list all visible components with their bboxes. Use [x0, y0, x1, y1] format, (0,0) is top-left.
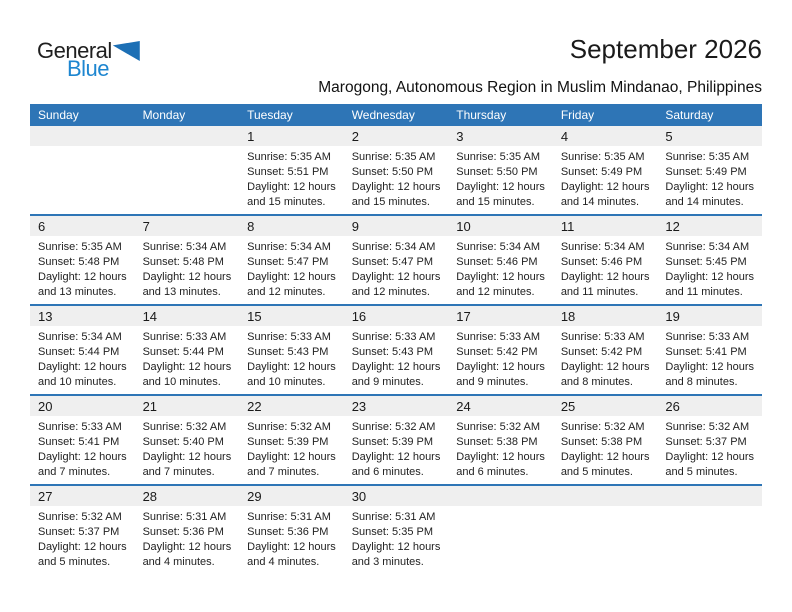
- sunrise-text: Sunrise: 5:31 AM: [351, 511, 436, 523]
- day-details: [239, 326, 343, 390]
- week-row: [30, 395, 762, 485]
- day-cell-empty: [657, 485, 762, 574]
- sunrise-text: Sunrise: 5:32 AM: [665, 421, 750, 433]
- calendar-table: [30, 104, 762, 574]
- sunset-text: Sunset: 5:37 PM: [665, 436, 747, 448]
- daylight-text: Daylight: 12 hours and 10 minutes.: [247, 361, 336, 388]
- daylight-text: Daylight: 12 hours and 15 minutes.: [456, 181, 545, 208]
- sunrise-text: Sunrise: 5:33 AM: [142, 331, 227, 343]
- week-row: [30, 126, 762, 215]
- day-number-strip: [657, 486, 762, 506]
- daylight-text: Daylight: 12 hours and 8 minutes.: [560, 361, 650, 388]
- sunset-text: Sunset: 5:36 PM: [142, 526, 224, 538]
- daylight-text: Daylight: 12 hours and 4 minutes.: [247, 541, 336, 568]
- day-details: [657, 236, 761, 300]
- sunrise-text: Sunrise: 5:35 AM: [247, 151, 331, 163]
- day-cell-19: [657, 305, 762, 395]
- sunset-text: Sunset: 5:41 PM: [665, 346, 747, 358]
- sunrise-text: Sunrise: 5:32 AM: [142, 421, 227, 433]
- day-details: [239, 146, 343, 210]
- day-cell-21: [135, 395, 240, 485]
- day-cell-6: [30, 215, 135, 305]
- sunrise-text: Sunrise: 5:34 AM: [247, 241, 331, 253]
- daylight-text: Daylight: 12 hours and 5 minutes.: [665, 451, 755, 478]
- day-number-strip: [657, 216, 762, 236]
- day-cell-13: [30, 305, 135, 395]
- day-number-strip: [239, 126, 344, 146]
- day-cell-14: [135, 305, 240, 395]
- day-number: 26: [665, 399, 680, 414]
- daylight-text: Daylight: 12 hours and 11 minutes.: [560, 271, 650, 298]
- weekday-header-row: [30, 104, 762, 126]
- day-number: 25: [560, 399, 576, 414]
- day-cell-empty: [30, 126, 135, 215]
- day-details: [135, 236, 239, 300]
- day-cell-11: [553, 215, 658, 305]
- sunrise-text: Sunrise: 5:33 AM: [560, 331, 645, 343]
- day-number-strip: [553, 216, 658, 236]
- day-cell-1: [239, 126, 344, 215]
- day-cell-23: [344, 395, 449, 485]
- day-number: 30: [351, 489, 367, 504]
- weekday-header-friday: Friday: [553, 104, 658, 126]
- day-number-strip: [239, 486, 344, 506]
- day-details: [30, 236, 134, 300]
- day-number: 5: [665, 129, 673, 144]
- calendar-body: [30, 126, 762, 574]
- day-number-strip: [30, 126, 135, 146]
- day-details: [553, 416, 657, 480]
- sunset-text: Sunset: 5:43 PM: [247, 346, 329, 358]
- day-cell-25: [553, 395, 658, 485]
- day-number-strip: [135, 306, 240, 326]
- sunrise-text: Sunrise: 5:35 AM: [560, 151, 645, 163]
- sunset-text: Sunset: 5:35 PM: [351, 526, 434, 538]
- daylight-text: Daylight: 12 hours and 7 minutes.: [38, 451, 127, 478]
- day-cell-9: [344, 215, 449, 305]
- day-details: [239, 416, 343, 480]
- day-number-strip: [657, 126, 762, 146]
- daylight-text: Daylight: 12 hours and 10 minutes.: [38, 361, 127, 388]
- day-number-strip: [135, 216, 240, 236]
- day-cell-5: [657, 126, 762, 215]
- day-cell-18: [553, 305, 658, 395]
- day-cell-17: [448, 305, 553, 395]
- day-cell-empty: [553, 485, 658, 574]
- day-details: [448, 236, 552, 300]
- daylight-text: Daylight: 12 hours and 10 minutes.: [142, 361, 232, 388]
- day-number-strip: [239, 396, 344, 416]
- daylight-text: Daylight: 12 hours and 13 minutes.: [38, 271, 127, 298]
- day-number-strip: [448, 486, 553, 506]
- sunrise-text: Sunrise: 5:33 AM: [665, 331, 750, 343]
- day-cell-empty: [448, 485, 553, 574]
- sunset-text: Sunset: 5:46 PM: [456, 256, 538, 268]
- sunrise-text: Sunrise: 5:35 AM: [351, 151, 436, 163]
- day-cell-empty: [135, 126, 240, 215]
- day-cell-30: [344, 485, 449, 574]
- day-cell-4: [553, 126, 658, 215]
- day-number: 27: [38, 489, 53, 504]
- sunrise-text: Sunrise: 5:34 AM: [665, 241, 750, 253]
- day-number: 3: [456, 129, 464, 144]
- sunrise-text: Sunrise: 5:31 AM: [247, 511, 331, 523]
- day-details: [448, 326, 552, 390]
- day-number: 2: [351, 129, 359, 144]
- day-details: [135, 416, 239, 480]
- general-blue-logo: [37, 40, 140, 80]
- daylight-text: Daylight: 12 hours and 14 minutes.: [560, 181, 650, 208]
- day-cell-10: [448, 215, 553, 305]
- day-number-strip: [657, 306, 762, 326]
- sunset-text: Sunset: 5:48 PM: [38, 256, 120, 268]
- day-number: 24: [456, 399, 471, 414]
- day-number: 10: [456, 219, 471, 234]
- day-details: [344, 416, 448, 480]
- daylight-text: Daylight: 12 hours and 9 minutes.: [351, 361, 441, 388]
- sunrise-text: Sunrise: 5:32 AM: [456, 421, 541, 433]
- sunrise-text: Sunrise: 5:34 AM: [351, 241, 436, 253]
- day-number: 4: [560, 129, 569, 144]
- daylight-text: Daylight: 12 hours and 8 minutes.: [665, 361, 755, 388]
- sunrise-text: Sunrise: 5:32 AM: [247, 421, 331, 433]
- week-row: [30, 215, 762, 305]
- day-number-strip: [448, 126, 553, 146]
- day-cell-2: [344, 126, 449, 215]
- daylight-text: Daylight: 12 hours and 4 minutes.: [142, 541, 232, 568]
- day-number-strip: [553, 486, 658, 506]
- day-number-strip: [344, 306, 449, 326]
- day-details: [657, 416, 761, 480]
- weekday-header-saturday: Saturday: [657, 104, 762, 126]
- day-number: 16: [351, 309, 367, 324]
- sunset-text: Sunset: 5:44 PM: [142, 346, 224, 358]
- sunset-text: Sunset: 5:40 PM: [142, 436, 224, 448]
- day-number-strip: [448, 216, 553, 236]
- day-number-strip: [239, 216, 344, 236]
- day-cell-22: [239, 395, 344, 485]
- day-number: 8: [247, 219, 255, 234]
- day-number: 21: [142, 399, 158, 414]
- sunrise-text: Sunrise: 5:33 AM: [247, 331, 331, 343]
- sunset-text: Sunset: 5:36 PM: [247, 526, 329, 538]
- sunset-text: Sunset: 5:42 PM: [560, 346, 643, 358]
- daylight-text: Daylight: 12 hours and 12 minutes.: [247, 271, 336, 298]
- day-number: 28: [142, 489, 158, 504]
- day-details: [344, 326, 448, 390]
- week-row: [30, 485, 762, 574]
- sunrise-text: Sunrise: 5:34 AM: [560, 241, 645, 253]
- day-cell-16: [344, 305, 449, 395]
- daylight-text: Daylight: 12 hours and 7 minutes.: [142, 451, 232, 478]
- sunrise-text: Sunrise: 5:34 AM: [38, 331, 122, 343]
- sunrise-text: Sunrise: 5:35 AM: [38, 241, 122, 253]
- day-number-strip: [553, 396, 658, 416]
- day-number-strip: [448, 306, 553, 326]
- day-cell-8: [239, 215, 344, 305]
- day-cell-26: [657, 395, 762, 485]
- day-number-strip: [239, 306, 344, 326]
- sunset-text: Sunset: 5:39 PM: [351, 436, 434, 448]
- daylight-text: Daylight: 12 hours and 12 minutes.: [351, 271, 441, 298]
- weekday-header-wednesday: Wednesday: [344, 104, 449, 126]
- day-details: [448, 146, 552, 210]
- logo-text-blue: Blue: [67, 56, 110, 81]
- sunset-text: Sunset: 5:46 PM: [560, 256, 643, 268]
- day-number: 11: [560, 219, 575, 234]
- day-number-strip: [344, 216, 449, 236]
- day-details: [239, 236, 343, 300]
- day-details: [553, 326, 657, 390]
- sunset-text: Sunset: 5:49 PM: [665, 166, 747, 178]
- day-number-strip: [30, 306, 135, 326]
- sunrise-text: Sunrise: 5:33 AM: [351, 331, 436, 343]
- location-subtitle: Marogong, Autonomous Region in Muslim Mindanao, Philippines: [318, 79, 762, 96]
- day-cell-28: [135, 485, 240, 574]
- day-number-strip: [135, 396, 240, 416]
- day-number-strip: [344, 486, 449, 506]
- sunset-text: Sunset: 5:47 PM: [351, 256, 434, 268]
- page-title: September 2026: [569, 34, 762, 64]
- sunset-text: Sunset: 5:49 PM: [560, 166, 643, 178]
- sunset-text: Sunset: 5:42 PM: [456, 346, 538, 358]
- day-number-strip: [344, 126, 449, 146]
- day-number: 15: [247, 309, 262, 324]
- day-number-strip: [448, 396, 553, 416]
- day-number: 17: [456, 309, 471, 324]
- sunrise-text: Sunrise: 5:32 AM: [560, 421, 645, 433]
- sunset-text: Sunset: 5:43 PM: [351, 346, 434, 358]
- day-number: 20: [38, 399, 53, 414]
- sunrise-text: Sunrise: 5:35 AM: [456, 151, 541, 163]
- sunrise-text: Sunrise: 5:32 AM: [351, 421, 436, 433]
- sunrise-text: Sunrise: 5:35 AM: [665, 151, 750, 163]
- day-number: 19: [665, 309, 680, 324]
- day-number-strip: [30, 486, 135, 506]
- daylight-text: Daylight: 12 hours and 6 minutes.: [351, 451, 441, 478]
- day-number: 1: [247, 129, 255, 144]
- day-number: 22: [247, 399, 262, 414]
- sunset-text: Sunset: 5:48 PM: [142, 256, 224, 268]
- day-details: [30, 326, 134, 390]
- day-details: [239, 506, 343, 570]
- daylight-text: Daylight: 12 hours and 11 minutes.: [665, 271, 755, 298]
- day-number-strip: [553, 126, 658, 146]
- day-cell-3: [448, 126, 553, 215]
- sunset-text: Sunset: 5:51 PM: [247, 166, 329, 178]
- day-number: 9: [351, 219, 359, 234]
- day-number: 6: [38, 219, 46, 234]
- daylight-text: Daylight: 12 hours and 3 minutes.: [351, 541, 441, 568]
- sunset-text: Sunset: 5:38 PM: [456, 436, 538, 448]
- day-number: 18: [560, 309, 576, 324]
- day-number-strip: [553, 306, 658, 326]
- daylight-text: Daylight: 12 hours and 5 minutes.: [560, 451, 650, 478]
- day-cell-24: [448, 395, 553, 485]
- day-cell-12: [657, 215, 762, 305]
- day-number: 13: [38, 309, 53, 324]
- day-details: [344, 236, 448, 300]
- sunset-text: Sunset: 5:37 PM: [38, 526, 120, 538]
- day-number: 12: [665, 219, 680, 234]
- day-cell-27: [30, 485, 135, 574]
- sunrise-text: Sunrise: 5:34 AM: [456, 241, 541, 253]
- sunset-text: Sunset: 5:39 PM: [247, 436, 329, 448]
- daylight-text: Daylight: 12 hours and 7 minutes.: [247, 451, 336, 478]
- day-number: 14: [142, 309, 158, 324]
- day-number-strip: [30, 216, 135, 236]
- day-details: [135, 326, 239, 390]
- day-number: 7: [142, 219, 150, 234]
- sunrise-text: Sunrise: 5:32 AM: [38, 511, 122, 523]
- sunset-text: Sunset: 5:50 PM: [351, 166, 434, 178]
- day-details: [553, 236, 657, 300]
- daylight-text: Daylight: 12 hours and 15 minutes.: [247, 181, 336, 208]
- day-cell-20: [30, 395, 135, 485]
- sunset-text: Sunset: 5:44 PM: [38, 346, 120, 358]
- sunrise-text: Sunrise: 5:33 AM: [38, 421, 122, 433]
- day-details: [657, 146, 761, 210]
- sunrise-text: Sunrise: 5:33 AM: [456, 331, 541, 343]
- day-details: [448, 416, 552, 480]
- sunset-text: Sunset: 5:41 PM: [38, 436, 120, 448]
- daylight-text: Daylight: 12 hours and 14 minutes.: [665, 181, 755, 208]
- day-details: [344, 506, 448, 570]
- day-number: 23: [351, 399, 367, 414]
- sunrise-text: Sunrise: 5:34 AM: [142, 241, 227, 253]
- day-number-strip: [344, 396, 449, 416]
- day-number-strip: [135, 126, 240, 146]
- week-row: [30, 305, 762, 395]
- day-cell-29: [239, 485, 344, 574]
- daylight-text: Daylight: 12 hours and 13 minutes.: [142, 271, 232, 298]
- daylight-text: Daylight: 12 hours and 6 minutes.: [456, 451, 545, 478]
- day-details: [657, 326, 761, 390]
- day-number: 29: [247, 489, 262, 504]
- logo-text-general: General: [37, 38, 112, 63]
- weekday-header-sunday: Sunday: [30, 104, 135, 126]
- day-number-strip: [657, 396, 762, 416]
- day-cell-15: [239, 305, 344, 395]
- weekday-header-monday: Monday: [135, 104, 240, 126]
- sunset-text: Sunset: 5:50 PM: [456, 166, 538, 178]
- daylight-text: Daylight: 12 hours and 9 minutes.: [456, 361, 545, 388]
- day-details: [30, 416, 134, 480]
- daylight-text: Daylight: 12 hours and 5 minutes.: [38, 541, 127, 568]
- day-number-strip: [135, 486, 240, 506]
- sunrise-text: Sunrise: 5:31 AM: [142, 511, 227, 523]
- sunset-text: Sunset: 5:38 PM: [560, 436, 643, 448]
- day-details: [135, 506, 239, 570]
- sunset-text: Sunset: 5:45 PM: [665, 256, 747, 268]
- day-details: [30, 506, 134, 570]
- day-details: [344, 146, 448, 210]
- daylight-text: Daylight: 12 hours and 12 minutes.: [456, 271, 545, 298]
- day-number-strip: [30, 396, 135, 416]
- sunset-text: Sunset: 5:47 PM: [247, 256, 329, 268]
- day-details: [553, 146, 657, 210]
- daylight-text: Daylight: 12 hours and 15 minutes.: [351, 181, 441, 208]
- weekday-header-thursday: Thursday: [448, 104, 553, 126]
- weekday-header-tuesday: Tuesday: [239, 104, 344, 126]
- day-cell-7: [135, 215, 240, 305]
